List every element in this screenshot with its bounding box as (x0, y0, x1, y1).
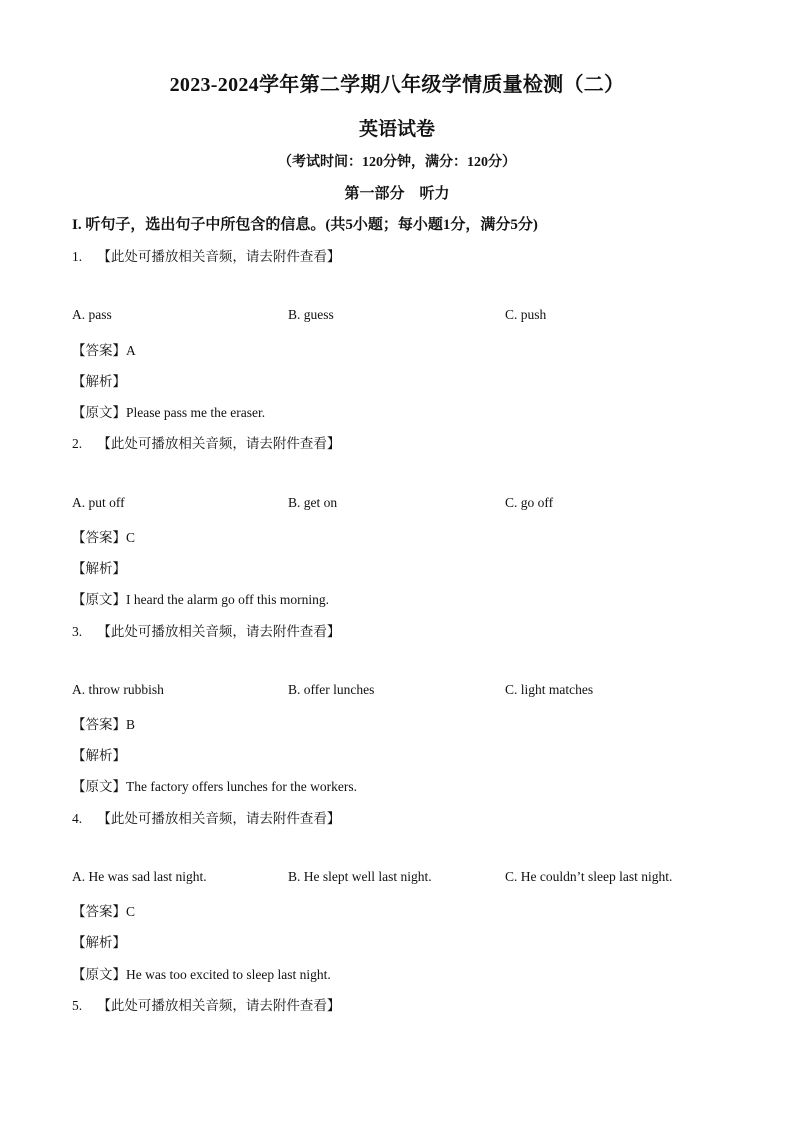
answer-label: 【答案】 (72, 904, 126, 919)
answer-line (72, 526, 135, 546)
analysis-line (72, 370, 126, 390)
question-number: 1. (72, 249, 83, 264)
question-1 (72, 245, 340, 265)
question-2 (72, 432, 340, 452)
option-c: C. He couldn’t sleep last night. (505, 869, 673, 884)
analysis-line (72, 744, 126, 764)
question-1-options (72, 307, 752, 327)
answer-label: 【答案】 (72, 343, 126, 358)
option-c: C. light matches (505, 682, 594, 697)
option-c: C. push (505, 307, 547, 322)
original-text: He was too excited to sleep last night. (126, 967, 331, 982)
original-text: I heard the alarm go off this morning. (126, 592, 329, 607)
original-text: Please pass me the eraser. (126, 405, 266, 420)
question-3 (72, 620, 340, 640)
answer-value: A (126, 343, 136, 358)
section-heading: I. 听句子，选出句子中所包含的信息。(共5小题；每小题1分，满分5分) (72, 217, 538, 233)
answer-line (72, 339, 136, 359)
original-line (72, 588, 329, 608)
original-text: The factory offers lunches for the workers. (126, 779, 358, 794)
original-label: 【原文】 (72, 779, 126, 794)
audio-placeholder[interactable]: 【此处可播放相关音频，请去附件查看】 (97, 436, 341, 451)
question-4-options (72, 869, 752, 889)
question-number: 3. (72, 624, 83, 639)
analysis-label: 【解析】 (72, 935, 126, 950)
original-line (72, 401, 265, 421)
analysis-label: 【解析】 (72, 561, 126, 576)
part-heading: 第一部分 听力 (344, 186, 450, 202)
option-a: A. put off (72, 495, 125, 510)
question-number: 2. (72, 436, 83, 451)
answer-label: 【答案】 (72, 530, 126, 545)
analysis-label: 【解析】 (72, 748, 126, 763)
audio-placeholder[interactable]: 【此处可播放相关音频，请去附件查看】 (97, 811, 341, 826)
option-c: C. go off (505, 495, 554, 510)
option-a: A. pass (72, 307, 112, 322)
answer-value: B (126, 717, 136, 732)
question-5 (72, 994, 340, 1014)
original-line (72, 775, 357, 795)
question-number: 5. (72, 998, 83, 1013)
option-b: B. get on (288, 495, 338, 510)
original-label: 【原文】 (72, 592, 126, 607)
option-b: B. offer lunches (288, 682, 375, 697)
question-number: 4. (72, 811, 83, 826)
exam-title: 2023-2024学年第二学期八年级学情质量检测（二） (169, 74, 625, 96)
answer-label: 【答案】 (72, 717, 126, 732)
answer-value: C (126, 530, 136, 545)
answer-line (72, 713, 135, 733)
option-a: A. He was sad last night. (72, 869, 207, 884)
option-a: A. throw rubbish (72, 682, 164, 697)
analysis-label: 【解析】 (72, 374, 126, 389)
original-label: 【原文】 (72, 405, 126, 420)
question-4 (72, 807, 340, 827)
analysis-line (72, 557, 126, 577)
exam-info: （考试时间：120分钟，满分：120分） (278, 155, 516, 170)
answer-line (72, 900, 135, 920)
analysis-line (72, 931, 126, 951)
audio-placeholder[interactable]: 【此处可播放相关音频，请去附件查看】 (97, 249, 341, 264)
original-label: 【原文】 (72, 967, 126, 982)
subject-title: 英语试卷 (358, 119, 435, 140)
option-b: B. He slept well last night. (288, 869, 432, 884)
original-line (72, 963, 331, 983)
question-3-options (72, 682, 752, 702)
answer-value: C (126, 904, 136, 919)
audio-placeholder[interactable]: 【此处可播放相关音频，请去附件查看】 (97, 624, 341, 639)
option-b: B. guess (288, 307, 334, 322)
question-2-options (72, 495, 752, 515)
audio-placeholder[interactable]: 【此处可播放相关音频，请去附件查看】 (97, 998, 341, 1013)
